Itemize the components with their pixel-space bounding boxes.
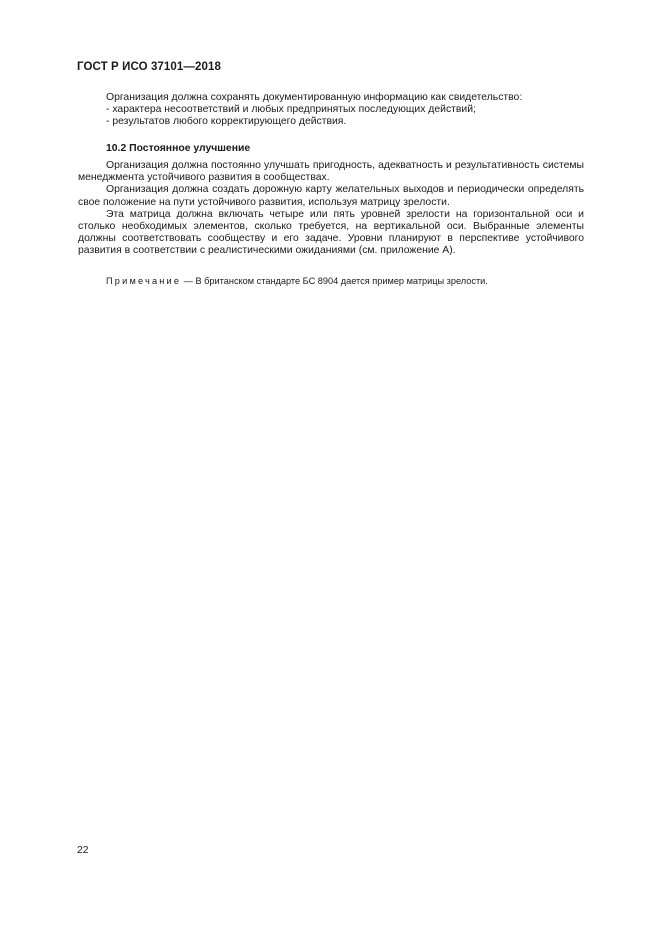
retention-intro: Организация должна сохранять документированную информацию как свидетельство: bbox=[106, 92, 523, 103]
note bbox=[106, 276, 488, 287]
document-header: ГОСТ Р ИСО 37101—2018 bbox=[77, 61, 222, 73]
section-heading: 10.2 Постоянное улучшение bbox=[106, 143, 251, 154]
note-separator: — bbox=[181, 276, 196, 286]
paragraph: Организация должна создать дорожную карту желательных выходов и периодически определять свое положение на пути устойчивого развития, используя матрицу зрелости. bbox=[78, 184, 584, 208]
list-item: - характера несоответствий и любых предпринятых последующих действий; bbox=[106, 104, 476, 116]
note-text: В британском стандарте БС 8904 дается пример матрицы зрелости. bbox=[195, 276, 488, 286]
list-item: - результатов любого корректирующего действия. bbox=[106, 116, 347, 128]
note-label: Примечание bbox=[106, 276, 182, 286]
retention-block bbox=[78, 92, 584, 129]
improvement-block bbox=[78, 160, 584, 258]
paragraph: Организация должна постоянно улучшать пригодность, адекватность и результативность системы менеджмента устойчивого развития в сообществах. bbox=[78, 160, 584, 184]
page-number: 22 bbox=[77, 845, 89, 856]
paragraph: Эта матрица должна включать четыре или пять уровней зрелости на горизонтальной оси и столько необходимых элементов, сколько требуется, на вертикальной оси. Выбранные элементы должны соответствовать сообществу и его задаче. Уровни планируют в перспективе устойчивого развития в соответствии с реалистическими ожиданиями (см. приложение А). bbox=[78, 208, 584, 257]
